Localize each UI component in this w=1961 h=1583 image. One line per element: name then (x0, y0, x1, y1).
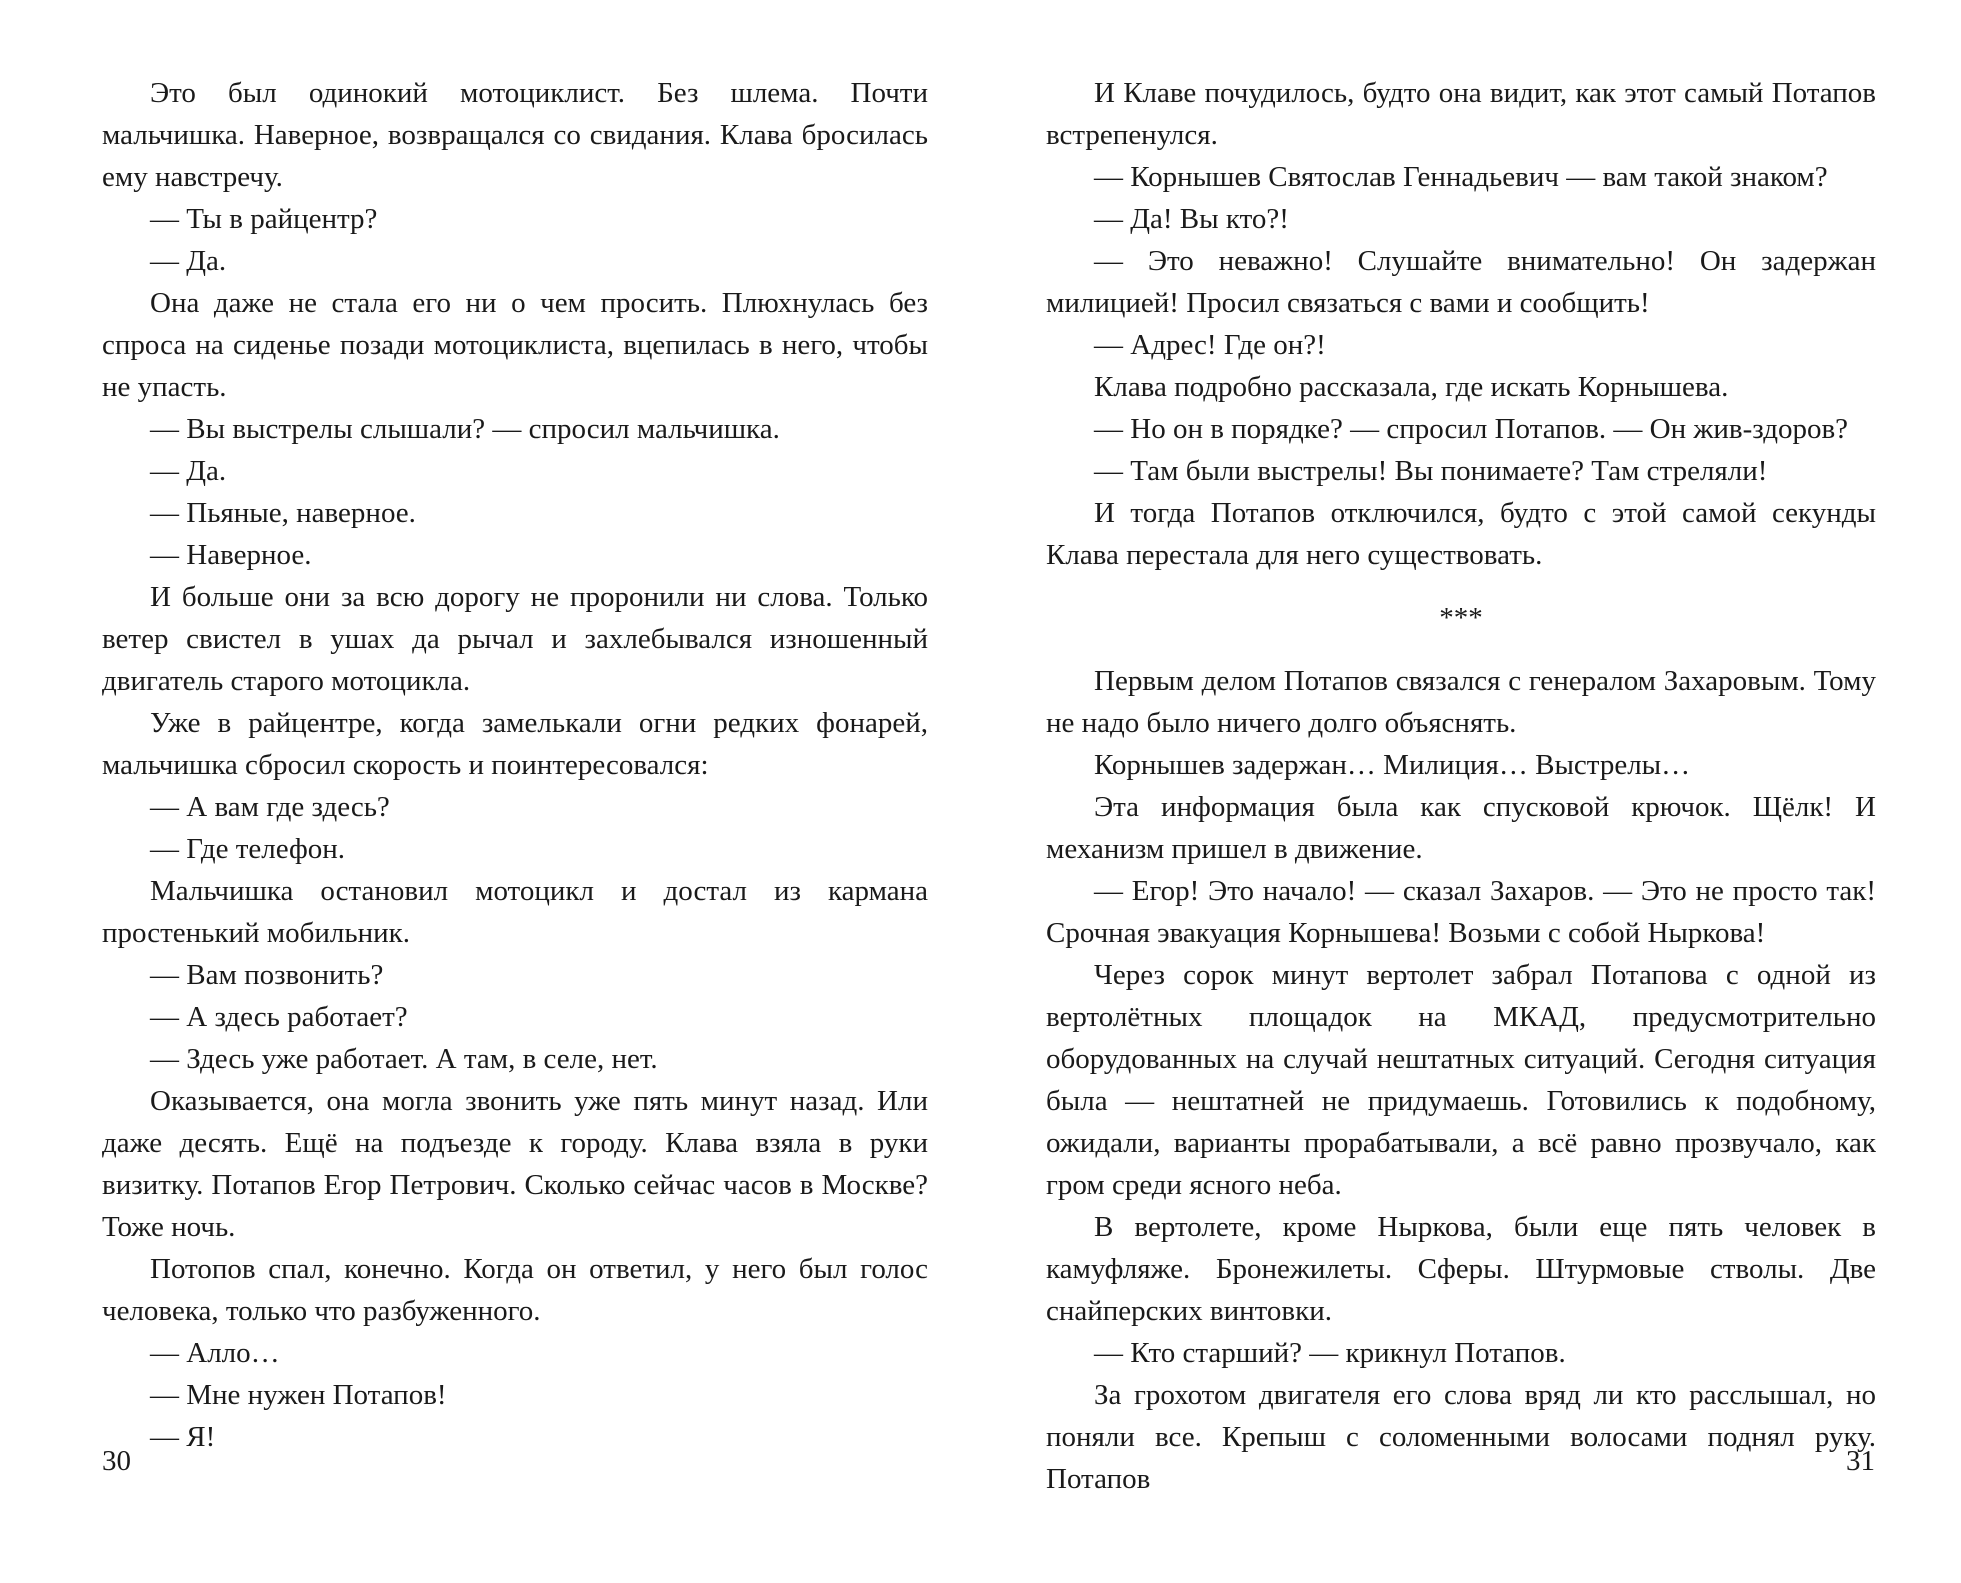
paragraph: Через сорок минут вертолет забрал Потапова с одной из вертолётных площадок на МКАД, предусмотрительно оборудованных на случай нештатных ситуаций. Сегодня ситуация была — нештатней не придумаешь. Готовились к подобному, ожидали, варианты прорабатывали, а всё равно прозвучало, как гром среди ясного неба. (1046, 959, 1876, 1201)
paragraph: — Ты в райцентр? (150, 203, 378, 235)
paragraph: — Алло… (150, 1337, 280, 1369)
paragraph: — Корнышев Святослав Геннадьевич — вам такой знаком? (1094, 161, 1828, 193)
paragraph: Уже в райцентре, когда замелькали огни редких фонарей, мальчишка сбросил скорость и поинтересовался: (102, 707, 928, 781)
paragraph: — Мне нужен Потапов! (150, 1379, 447, 1411)
paragraph: — Я! (150, 1421, 216, 1453)
paragraph: — Это неважно! Слушайте внимательно! Он задержан милицией! Просил связаться с вами и сообщить! (1046, 245, 1876, 319)
paragraph: — Пьяные, наверное. (150, 497, 416, 529)
paragraph: Это был одинокий мотоциклист. Без шлема. Почти мальчишка. Наверное, возвращался со свидания. Клава бросилась ему навстречу. (102, 77, 928, 193)
paragraph: — Да. (150, 245, 227, 277)
paragraph: — Вы выстрелы слышали? — спросил мальчишка. (150, 413, 780, 445)
paragraph: — Вам позвонить? (150, 959, 384, 991)
paragraph: Мальчишка остановил мотоцикл и достал из кармана простенький мобильник. (102, 875, 928, 949)
paragraph: — Адрес! Где он?! (1094, 329, 1326, 361)
right-page-text (1046, 72, 1876, 1500)
page-number: 31 (1846, 1445, 1875, 1477)
left-page-text (102, 72, 928, 1458)
paragraph: И больше они за всю дорогу не проронили ни слова. Только ветер свистел в ушах да рычал и захлебывался изношенный двигатель старого мотоцикла. (102, 581, 928, 697)
paragraph: — Да. (150, 455, 227, 487)
paragraph: — Там были выстрелы! Вы понимаете? Там стреляли! (1094, 455, 1768, 487)
paragraph: Корнышев задержан… Милиция… Выстрелы… (1094, 749, 1691, 781)
paragraph: — А вам где здесь? (150, 791, 390, 823)
paragraph: Эта информация была как спусковой крючок. Щёлк! И механизм пришел в движение. (1046, 791, 1876, 865)
paragraph: Потопов спал, конечно. Когда он ответил, у него был голос человека, только что разбуженного. (102, 1253, 928, 1327)
paragraph: И Клаве почудилось, будто она видит, как этот самый Потапов встрепенулся. (1046, 77, 1876, 151)
page-number: 30 (102, 1445, 131, 1477)
paragraph: — Где телефон. (150, 833, 346, 865)
paragraph: За грохотом двигателя его слова вряд ли кто расслышал, но поняли все. Крепыш с соломенными волосами поднял руку. Потапов (1046, 1379, 1876, 1495)
right-page (980, 0, 1961, 1583)
paragraph: Она даже не стала его ни о чем просить. Плюхнулась без спроса на сиденье позади мотоциклиста, вцепилась в него, чтобы не упасть. (102, 287, 928, 403)
paragraph: Оказывается, она могла звонить уже пять минут назад. Или даже десять. Ещё на подъезде к городу. Клава взяла в руки визитку. Потапов Егор Петрович. Сколько сейчас часов в Москве? Тоже ночь. (102, 1085, 928, 1243)
paragraph: Первым делом Потапов связался с генералом Захаровым. Тому не надо было ничего долго объяснять. (1046, 665, 1876, 739)
paragraph: — Но он в порядке? — спросил Потапов. — Он жив-здоров? (1094, 413, 1849, 445)
paragraph: В вертолете, кроме Ныркова, были еще пять человек в камуфляже. Бронежилеты. Сферы. Штурмовые стволы. Две снайперских винтовки. (1046, 1211, 1876, 1327)
paragraph: — Кто старший? — крикнул Потапов. (1094, 1337, 1566, 1369)
paragraph: Клава подробно рассказала, где искать Корнышева. (1094, 371, 1729, 403)
paragraph: И тогда Потапов отключился, будто с этой самой секунды Клава перестала для него существовать. (1046, 497, 1876, 571)
section-break: *** (1439, 602, 1483, 634)
left-page (0, 0, 980, 1583)
paragraph: — А здесь работает? (150, 1001, 408, 1033)
paragraph: — Егор! Это начало! — сказал Захаров. — Это не просто так! Срочная эвакуация Корнышева! Возьми с собой Ныркова! (1046, 875, 1876, 949)
paragraph: — Здесь уже работает. А там, в селе, нет. (150, 1043, 658, 1075)
paragraph: — Да! Вы кто?! (1094, 203, 1289, 235)
paragraph: — Наверное. (150, 539, 312, 571)
